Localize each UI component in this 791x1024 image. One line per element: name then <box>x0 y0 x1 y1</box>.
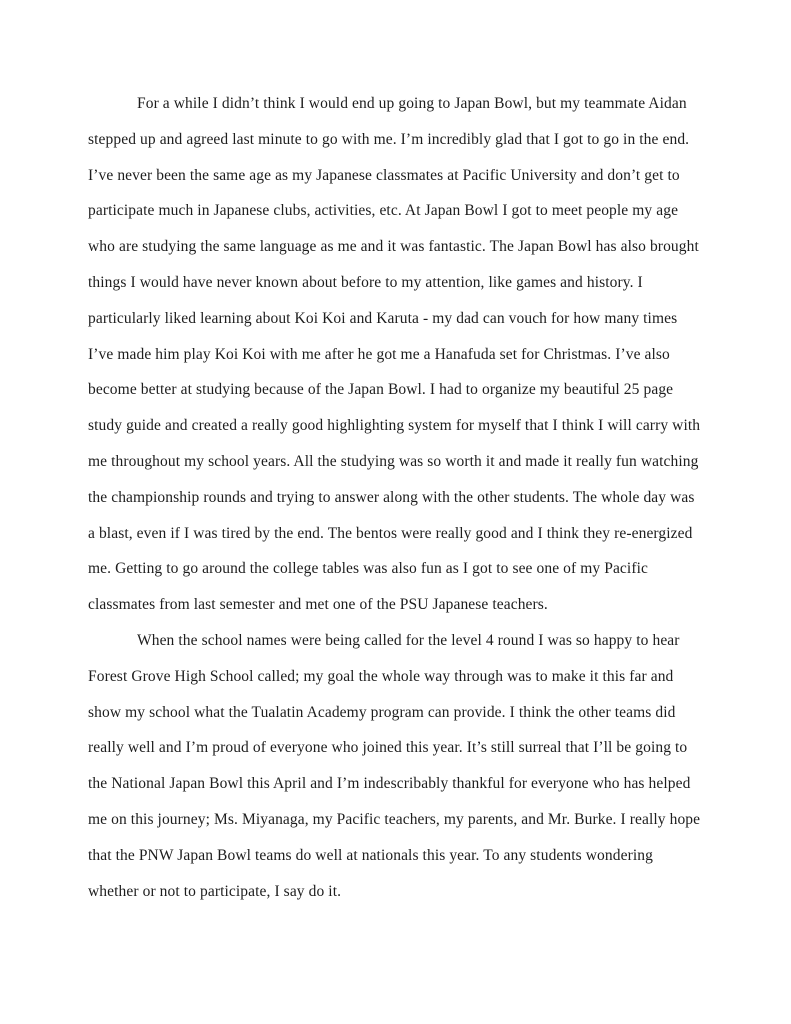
text-line: who are studying the same language as me and it was fantastic. The Japan Bowl has also brought <box>88 238 699 256</box>
text-line: participate much in Japanese clubs, activities, etc. At Japan Bowl I got to meet people my age <box>88 202 679 220</box>
text-line: For a while I didn’t think I would end up going to Japan Bowl, but my teammate Aidan <box>137 95 687 112</box>
text-line: the National Japan Bowl this April and I’m indescribably thankful for everyone who has helped <box>88 775 691 793</box>
paragraph-2 <box>88 623 703 909</box>
text-line: show my school what the Tualatin Academy program can provide. I think the other teams did <box>88 703 676 721</box>
text-line: study guide and created a really good highlighting system for myself that I think I will carry with <box>88 417 701 435</box>
text-line: me throughout my school years. All the studying was so worth it and made it really fun watching <box>88 452 699 470</box>
text-line: that the PNW Japan Bowl teams do well at nationals this year. To any students wondering <box>88 846 653 864</box>
text-line: stepped up and agreed last minute to go with me. I’m incredibly glad that I got to go in the end. <box>88 130 690 148</box>
text-line: Forest Grove High School called; my goal the whole way through was to make it this far and <box>88 667 674 685</box>
text-line: classmates from last semester and met one of the PSU Japanese teachers. <box>88 596 548 614</box>
text-line: me on this journey; Ms. Miyanaga, my Pacific teachers, my parents, and Mr. Burke. I really hope <box>88 810 701 828</box>
text-line: things I would have never known about before to my attention, like games and history. I <box>88 273 643 291</box>
essay-body <box>88 86 703 909</box>
text-line: particularly liked learning about Koi Koi and Karuta - my dad can vouch for how many times <box>88 309 678 327</box>
text-line: really well and I’m proud of everyone who joined this year. It’s still surreal that I’ll be going to <box>88 739 688 757</box>
text-line: whether or not to participate, I say do it. <box>88 882 342 900</box>
text-line: I’ve made him play Koi Koi with me after he got me a Hanafuda set for Christmas. I’ve also <box>88 345 670 363</box>
text-line: become better at studying because of the Japan Bowl. I had to organize my beautiful 25 page <box>88 381 674 399</box>
text-line: the championship rounds and trying to answer along with the other students. The whole day was <box>88 488 695 506</box>
paragraph-1 <box>88 86 703 623</box>
text-line: I’ve never been the same age as my Japanese classmates at Pacific University and don’t get to <box>88 166 680 184</box>
text-line: me. Getting to go around the college tables was also fun as I got to see one of my Pacific <box>88 560 648 578</box>
text-line: a blast, even if I was tired by the end. The bentos were really good and I think they re-energized <box>88 524 693 542</box>
text-line: When the school names were being called for the level 4 round I was so happy to hear <box>137 631 680 649</box>
